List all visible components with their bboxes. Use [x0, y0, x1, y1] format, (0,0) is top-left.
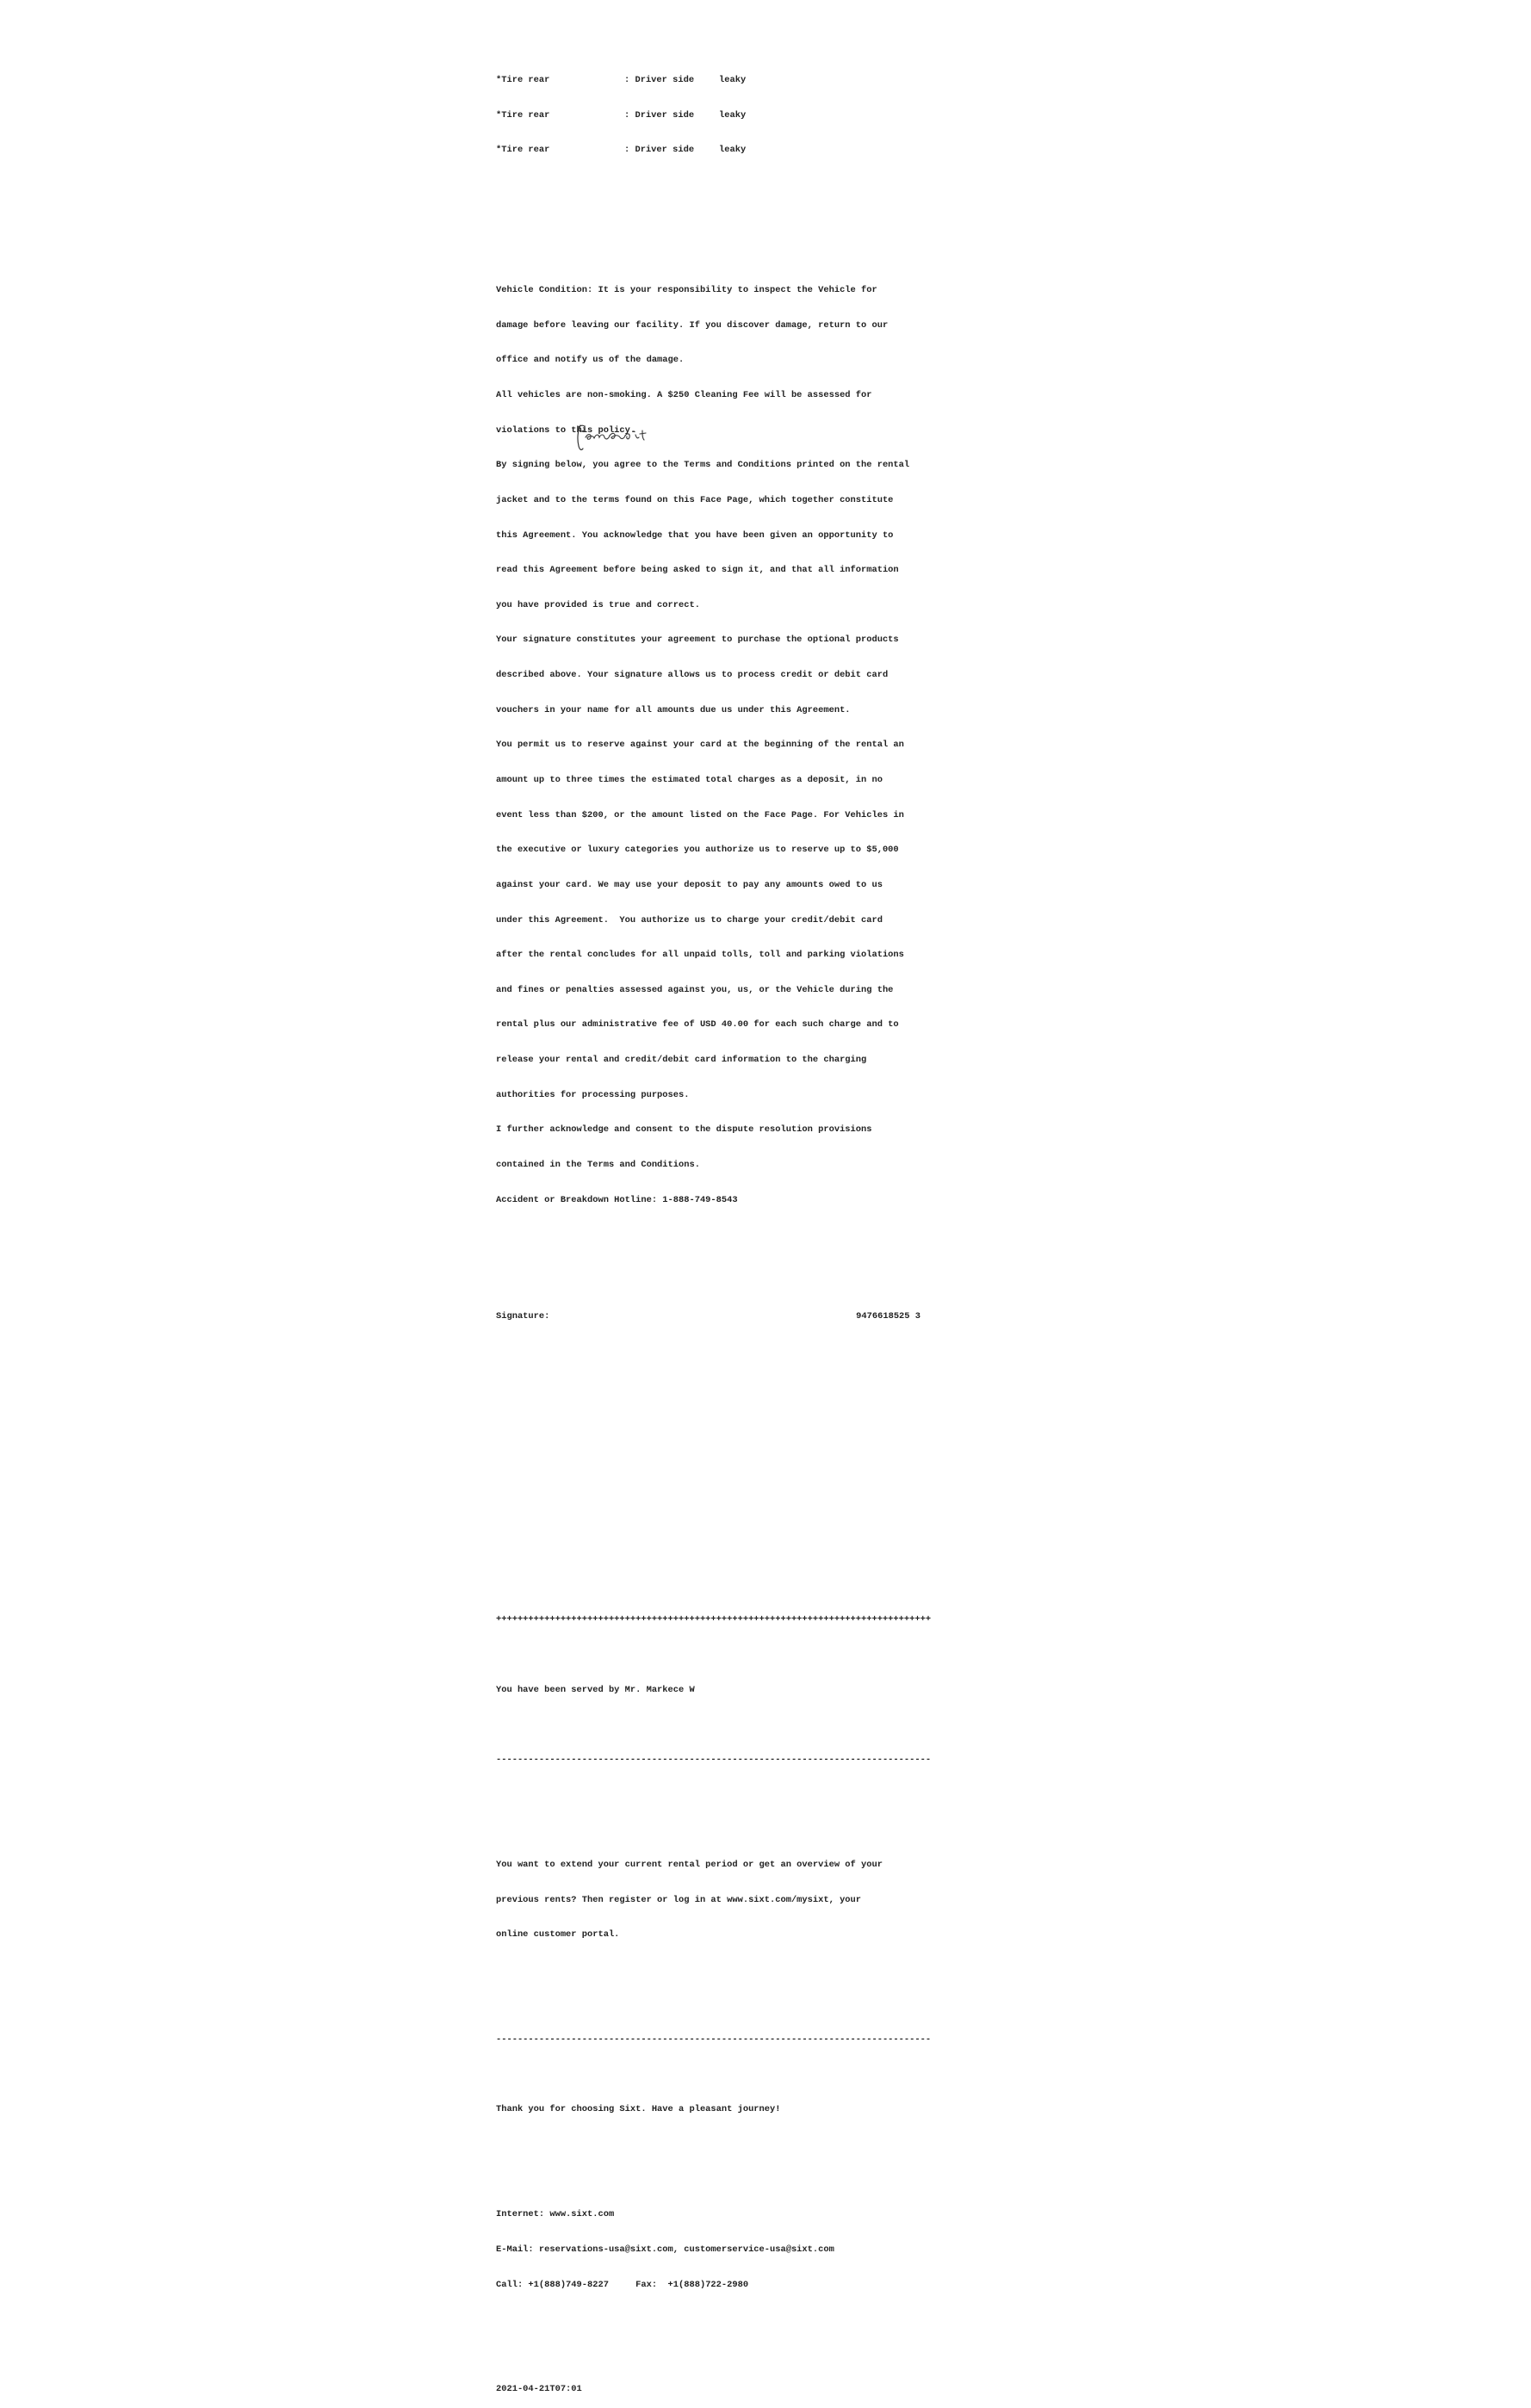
call-fax-line: [496, 2280, 944, 2292]
terms-line: office and notify us of the damage.: [496, 355, 685, 366]
handwritten-signature: [575, 420, 661, 455]
timestamp: 2021-04-21T07:01: [496, 2384, 582, 2395]
reference-number: 9476618525 3: [856, 1311, 920, 1322]
terms-line: the executive or luxury categories you authorize us to reserve up to $5,000: [496, 845, 899, 856]
tire-status: leaky: [719, 145, 747, 156]
tire-status: leaky: [719, 75, 747, 86]
terms-line: after the rental concludes for all unpaid tolls, toll and parking violations: [496, 950, 904, 961]
signature-label: Signature:: [496, 1311, 550, 1322]
terms-line: violations to this policy.: [496, 424, 636, 436]
internet-line: Internet: www.sixt.com: [496, 2209, 615, 2220]
terms-line: All vehicles are non-smoking. A $250 Cleaning Fee will be assessed for: [496, 389, 872, 400]
terms-line: against your card. We may use your deposit to pay any amounts owed to us: [496, 879, 883, 890]
portal-text: [496, 1836, 944, 1965]
tire-damage-row: [496, 110, 944, 122]
fax-number: Fax: +1(888)722-2980: [635, 2279, 749, 2290]
rental-agreement-page: [496, 28, 944, 2408]
email-line: E-Mail: reservations-usa@sixt.com, customerservice-usa@sixt.com: [496, 2244, 834, 2255]
terms-line: Your signature constitutes your agreement to purchase the optional products: [496, 634, 899, 646]
call-number: Call: +1(888)749-8227: [496, 2279, 609, 2290]
tire-side: : Driver side: [624, 75, 695, 86]
terms-line: jacket and to the terms found on this Face Page, which together constitute: [496, 494, 894, 505]
terms-line: rental plus our administrative fee of USD 40.00 for each such charge and to: [496, 1019, 899, 1031]
terms-line: this Agreement. You acknowledge that you have been given an opportunity to: [496, 529, 894, 541]
terms-line: release your rental and credit/debit card information to the charging: [496, 1055, 867, 1066]
tire-status: leaky: [719, 109, 747, 121]
terms-line: described above. Your signature allows us to process credit or debit card: [496, 670, 889, 681]
dash-separator: ---------------------------------------------------------------------------------: [496, 2034, 932, 2046]
tire-side: : Driver side: [624, 109, 695, 121]
terms-line: vouchers in your name for all amounts due us under this Agreement.: [496, 704, 851, 715]
portal-line: online customer portal.: [496, 1929, 620, 1941]
terms-line: damage before leaving our facility. If you discover damage, return to our: [496, 319, 889, 331]
terms-line: event less than $200, or the amount listed on the Face Page. For Vehicles in: [496, 809, 904, 820]
plus-separator: +++++++++++++++++++++++++++++++++++++++++++++++++++++++++++++++++++++++++++++++++: [496, 1614, 932, 1625]
thank-you-text: Thank you for choosing Sixt. Have a pleasant journey!: [496, 2104, 781, 2115]
tire-side: : Driver side: [624, 145, 695, 156]
tire-item: *Tire rear: [496, 75, 550, 86]
tire-item: *Tire rear: [496, 145, 550, 156]
served-by-text: You have been served by Mr. Markece W: [496, 1684, 695, 1695]
terms-line: By signing below, you agree to the Terms and Conditions printed on the rental: [496, 460, 910, 471]
contact-block: [496, 2186, 944, 2314]
terms-text: [496, 262, 944, 1229]
portal-line: previous rents? Then register or log in at www.sixt.com/mysixt, your: [496, 1894, 862, 1905]
terms-line: I further acknowledge and consent to the dispute resolution provisions: [496, 1124, 872, 1136]
terms-line: read this Agreement before being asked to sign it, and that all information: [496, 565, 899, 576]
dash-separator: ---------------------------------------------------------------------------------: [496, 1754, 932, 1765]
terms-line: and fines or penalties assessed against you, us, or the Vehicle during the: [496, 984, 894, 995]
tire-damage-list: [496, 52, 944, 180]
terms-line: authorities for processing purposes.: [496, 1089, 690, 1100]
terms-line: Vehicle Condition: It is your responsibility to inspect the Vehicle for: [496, 285, 877, 296]
terms-line: amount up to three times the estimated total charges as a deposit, in no: [496, 775, 883, 785]
signature-row: [496, 1311, 920, 1323]
tire-damage-row: [496, 145, 944, 157]
terms-line: You permit us to reserve against your card at the beginning of the rental an: [496, 740, 904, 751]
hotline-line: Accident or Breakdown Hotline: 1-888-749-8543: [496, 1194, 738, 1205]
portal-line: You want to extend your current rental period or get an overview of your: [496, 1859, 883, 1870]
terms-line: you have provided is true and correct.: [496, 599, 700, 610]
terms-line: contained in the Terms and Conditions.: [496, 1160, 700, 1171]
terms-line: under this Agreement. You authorize us to charge your credit/debit card: [496, 914, 883, 925]
tire-item: *Tire rear: [496, 109, 550, 121]
tire-damage-row: [496, 75, 944, 87]
